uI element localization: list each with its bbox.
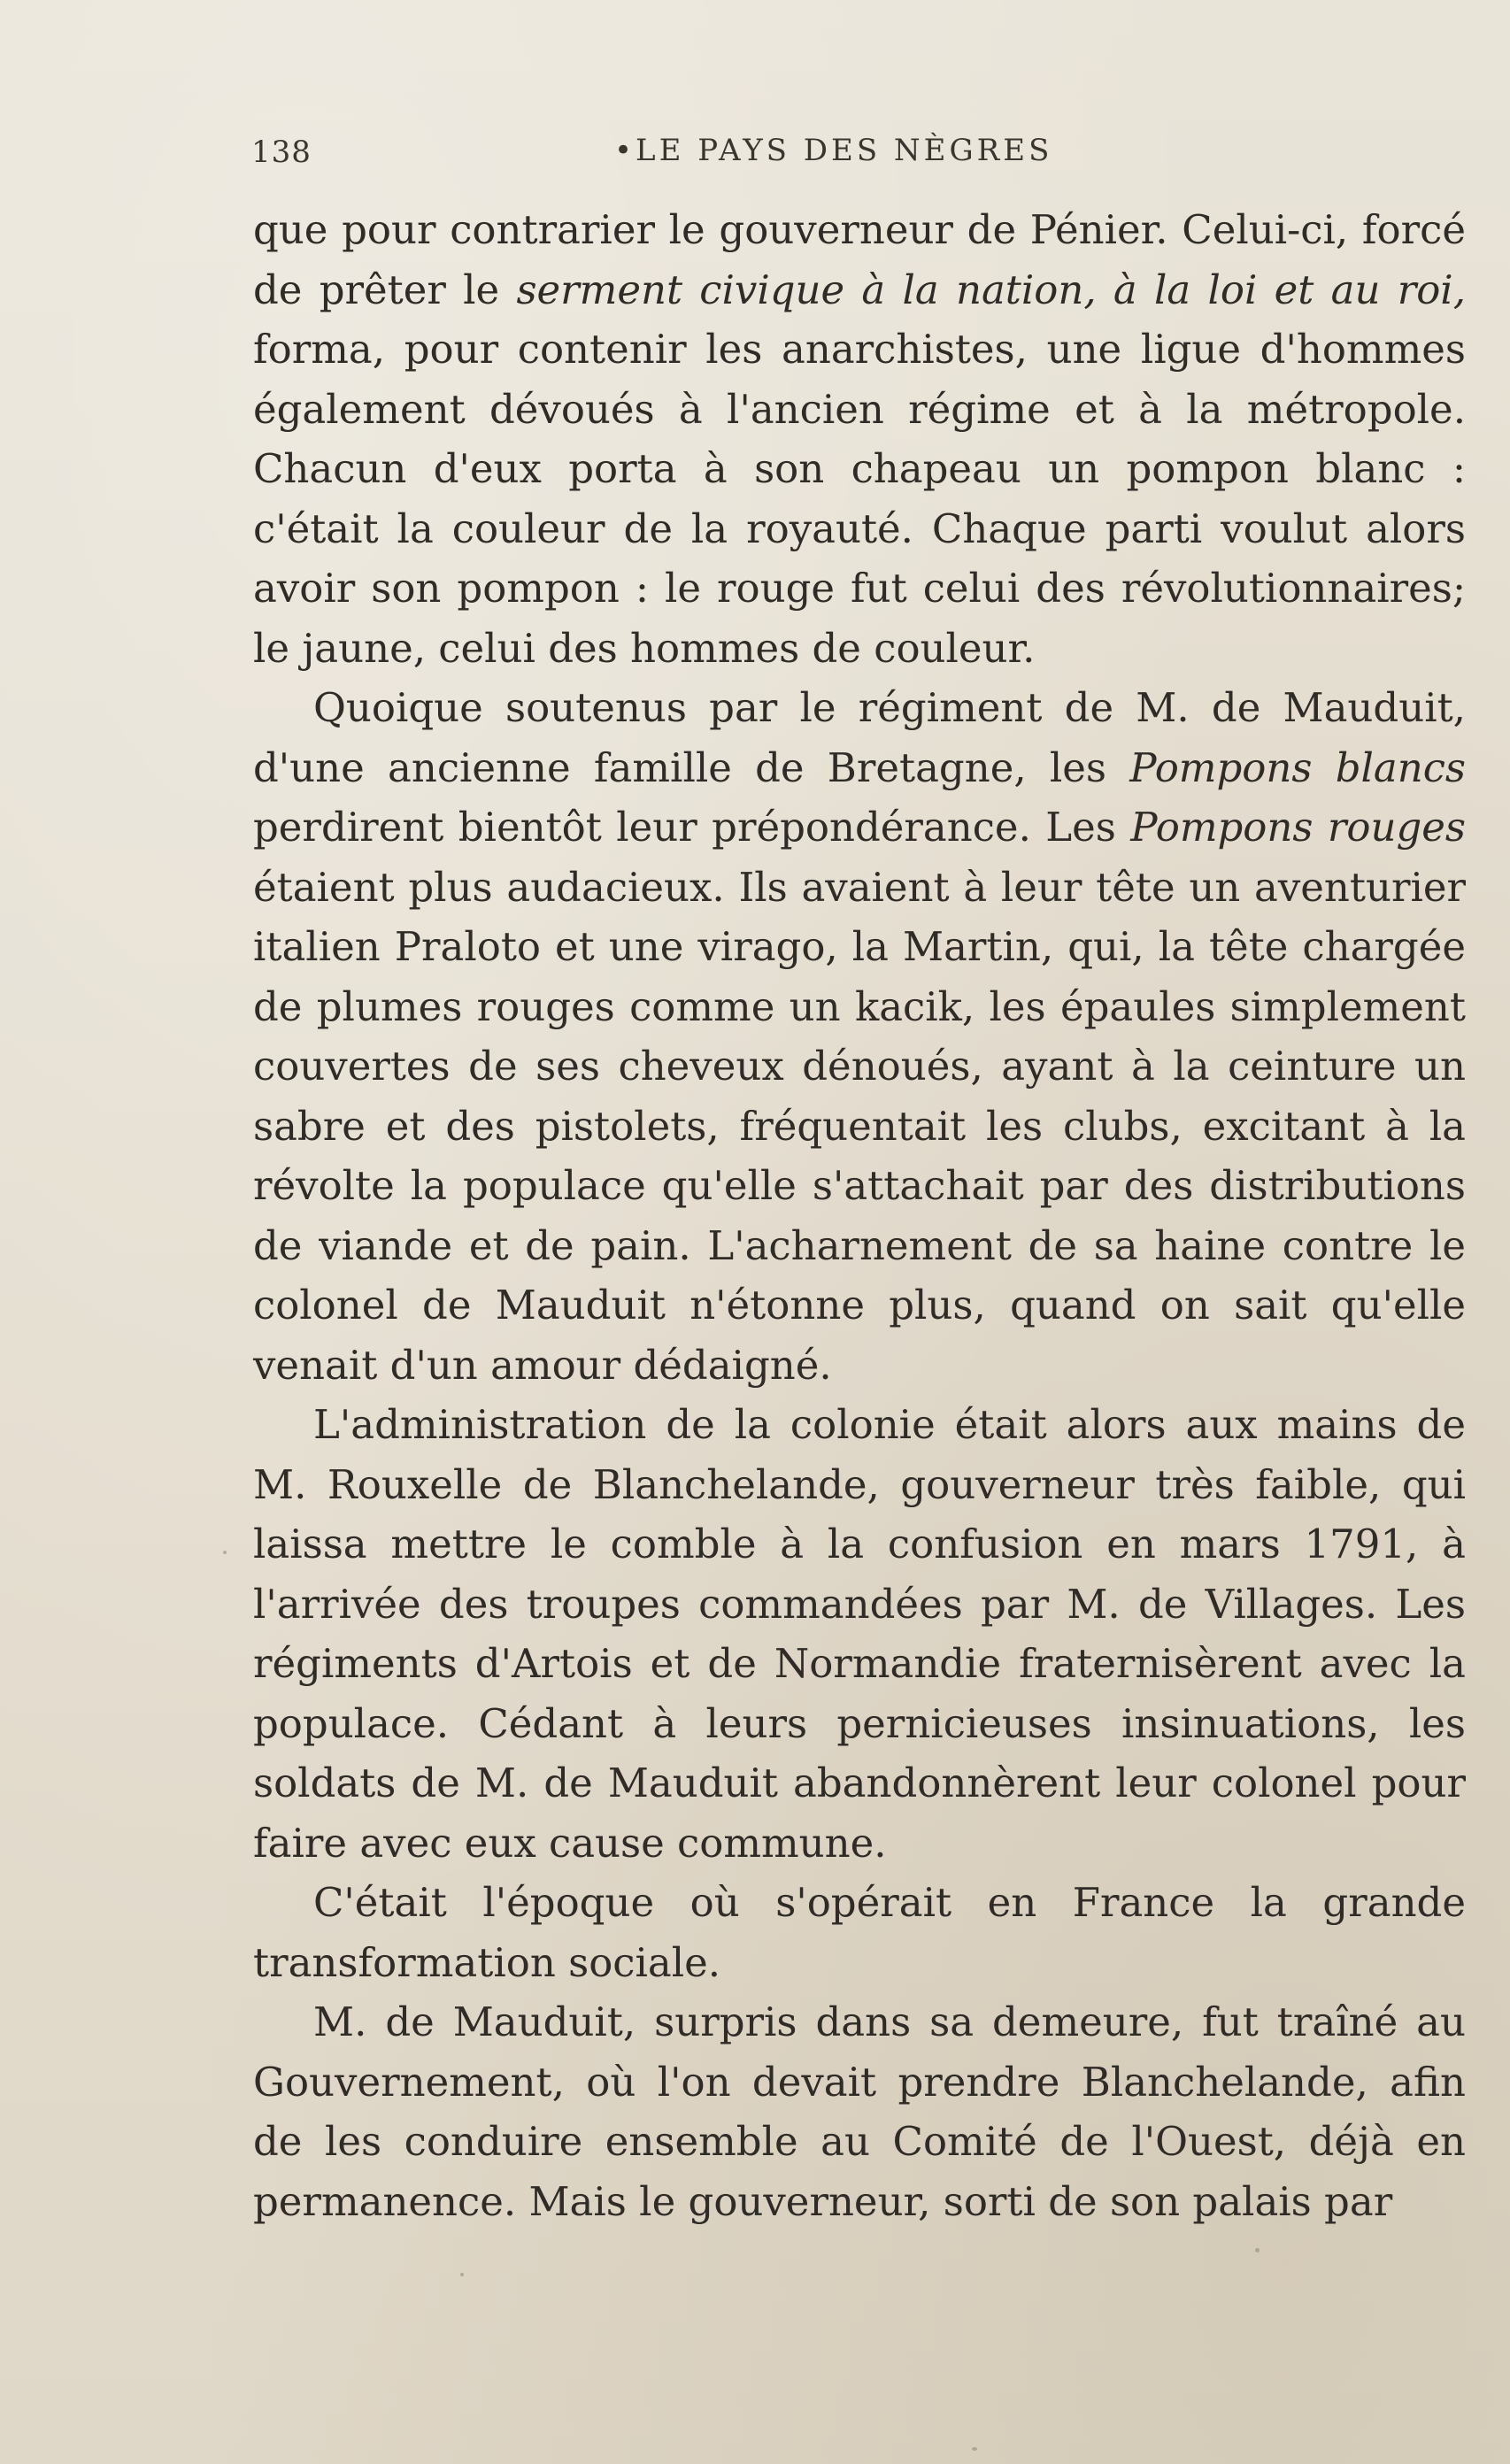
italic-segment: Pompons rouges xyxy=(1130,804,1466,851)
paper-speck xyxy=(1255,2248,1260,2252)
text-segment: M. de Mauduit, surpris dans sa demeure, fut traîné au Gouvernement, où l'on devait prendre Blanchelande, afin de les conduire ensemble au Comité de l'Ouest, déjà en permanence. Mais le gouverneur, sorti de son palais par xyxy=(253,1998,1466,2225)
paper-speck xyxy=(972,2447,977,2451)
body-text xyxy=(253,200,1466,2231)
paragraph-3 xyxy=(253,1395,1466,1873)
text-segment: étaient plus audacieux. Ils avaient à leur tête un aventurier italien Praloto et une virago, la Martin, qui, la tête chargée de plumes rouges comme un kacik, les épaules simplement couvertes de ses cheveux dénoués, ayant à la ceinture un sabre et des pistolets, fréquentait les clubs, excitant à la révolte la populace qu'elle s'attachait par des distributions de viande et de pain. L'acharnement de sa haine contre le colonel de Mauduit n'étonne plus, quand on sait qu'elle venait d'un amour dédaigné. xyxy=(253,863,1466,1389)
paragraph-1 xyxy=(253,200,1466,678)
text-segment: perdirent bientôt leur prépondérance. Les xyxy=(253,804,1131,851)
text-segment: forma, pour contenir les anarchistes, une ligue d'hommes également dévoués à l'ancien régime et à la métropole. Chacun d'eux porta à son chapeau un pompon blanc : c'était la couleur de la royauté. Chaque parti voulut alors avoir son pompon : le rouge fut celui des révolutionnaires; le jaune, celui des hommes de couleur. xyxy=(253,326,1466,672)
italic-segment: Pompons blancs xyxy=(1129,743,1466,791)
text-segment: Quoique soutenus par le régiment de M. de Mauduit, d'une ancienne famille de Bretagne, les xyxy=(253,684,1466,791)
italic-segment: serment civique à la nation, à la loi et au roi, xyxy=(516,266,1467,313)
paragraph-2 xyxy=(253,678,1466,1395)
page-header xyxy=(251,131,1464,177)
paragraph-5 xyxy=(253,1992,1466,2231)
page-number: 138 xyxy=(251,135,312,170)
text-segment: que pour contrarier le gouverneur de Pénier. Celui-ci, forcé de prêter le xyxy=(253,206,1466,313)
running-title: •LE PAYS DES NÈGRES xyxy=(614,133,1053,168)
text-segment: C'était l'époque où s'opérait en France la grande transformation sociale. xyxy=(253,1879,1466,1986)
paragraph-4 xyxy=(253,1873,1466,1992)
paper-speck xyxy=(460,2273,464,2276)
paper-speck xyxy=(223,1551,227,1554)
text-segment: L'administration de la colonie était alors aux mains de M. Rouxelle de Blanchelande, gouverneur très faible, qui laissa mettre le comble à la confusion en mars 1791, à l'arrivée des troupes commandées par M. de Villages. Les régiments d'Artois et de Normandie fraternisèrent avec la populace. Cédant à leurs pernicieuses insinuations, les soldats de M. de Mauduit abandonnèrent leur colonel pour faire avec eux cause commune. xyxy=(253,1401,1466,1867)
